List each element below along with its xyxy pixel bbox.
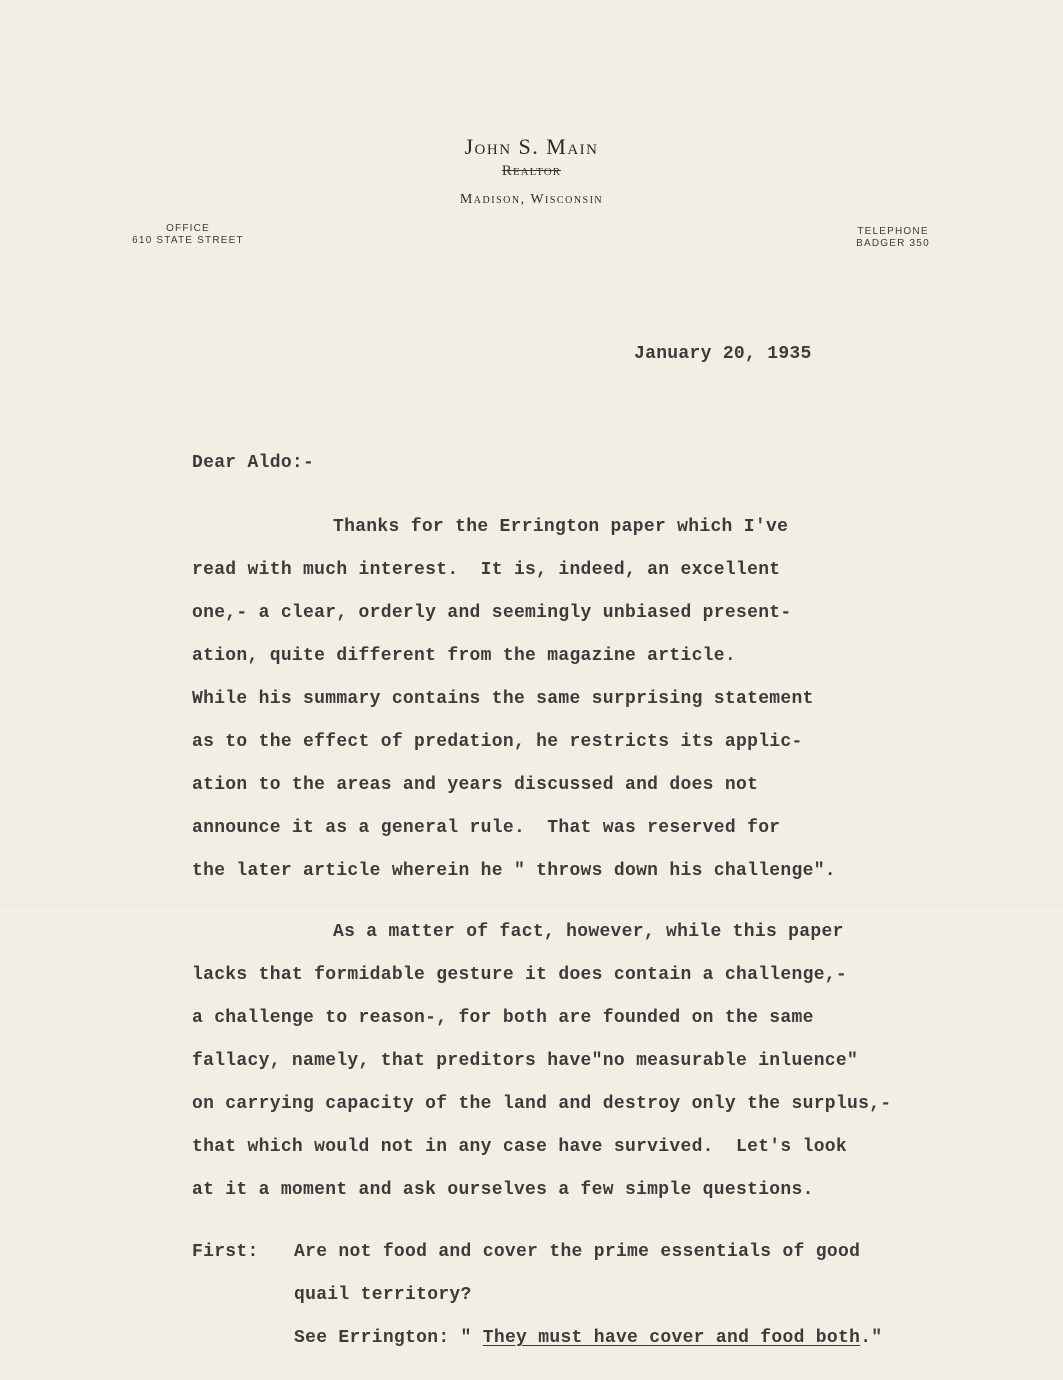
paragraph-line: at it a moment and ask ourselves a few simple questions. [192, 1180, 814, 1200]
paper-fold [0, 905, 1063, 907]
telephone-block [838, 226, 948, 250]
paragraph-line: fallacy, namely, that preditors have"no measurable inluence" [192, 1051, 859, 1071]
paragraph-line: read with much interest. It is, indeed, an excellent [192, 560, 781, 580]
paragraph-2 [192, 918, 1012, 1219]
question-first [192, 1238, 1012, 1367]
paragraph-line: one,- a clear, orderly and seemingly unbiased present- [192, 603, 792, 623]
question-text: quail territory? [294, 1285, 472, 1305]
office-label: OFFICE [166, 223, 210, 234]
office-address: 610 STATE STREET [132, 235, 244, 246]
paragraph-line: lacks that formidable gesture it does contain a challenge,- [192, 965, 848, 985]
letterhead-title: Realtor [501, 163, 562, 179]
office-address-block [118, 223, 258, 247]
paragraph-line: While his summary contains the same surprising statement [192, 689, 814, 709]
paragraph-line: a challenge to reason-, for both are founded on the same [192, 1008, 814, 1028]
paragraph-line: the later article wherein he " throws down his challenge". [192, 861, 836, 881]
citation-row [192, 1324, 1012, 1367]
paragraph-line: announce it as a general rule. That was reserved for [192, 818, 781, 838]
question-row [192, 1238, 1012, 1281]
paragraph-line: Thanks for the Errington paper which I've [333, 517, 789, 537]
letterhead-city: Madison, Wisconsin [459, 192, 604, 207]
citation-quote: They must have cover and food both [482, 1328, 861, 1348]
paragraph-line: on carrying capacity of the land and destroy only the surplus,- [192, 1094, 892, 1114]
telephone-label: TELEPHONE [857, 226, 929, 237]
citation-prefix: See Errington: " [294, 1328, 483, 1348]
question-label: First: [192, 1242, 259, 1262]
paragraph-line: ation to the areas and years discussed and does not [192, 775, 759, 795]
telephone-number: BADGER 350 [856, 238, 930, 249]
salutation: Dear Aldo:- [192, 453, 315, 473]
paragraph-line: as to the effect of predation, he restricts its applic- [192, 732, 803, 752]
question-text: Are not food and cover the prime essentials of good [294, 1242, 861, 1262]
paragraph-1 [192, 513, 1012, 900]
letter-date: January 20, 1935 [634, 344, 812, 364]
citation-suffix: ." [860, 1328, 883, 1348]
paragraph-line: that which would not in any case have survived. Let's look [192, 1137, 848, 1157]
paragraph-line: As a matter of fact, however, while this paper [333, 922, 844, 942]
letterhead-name: John S. Main [464, 134, 599, 159]
paragraph-line: ation, quite different from the magazine article. [192, 646, 736, 666]
paper-fold [0, 420, 1063, 422]
question-row [192, 1281, 1012, 1324]
